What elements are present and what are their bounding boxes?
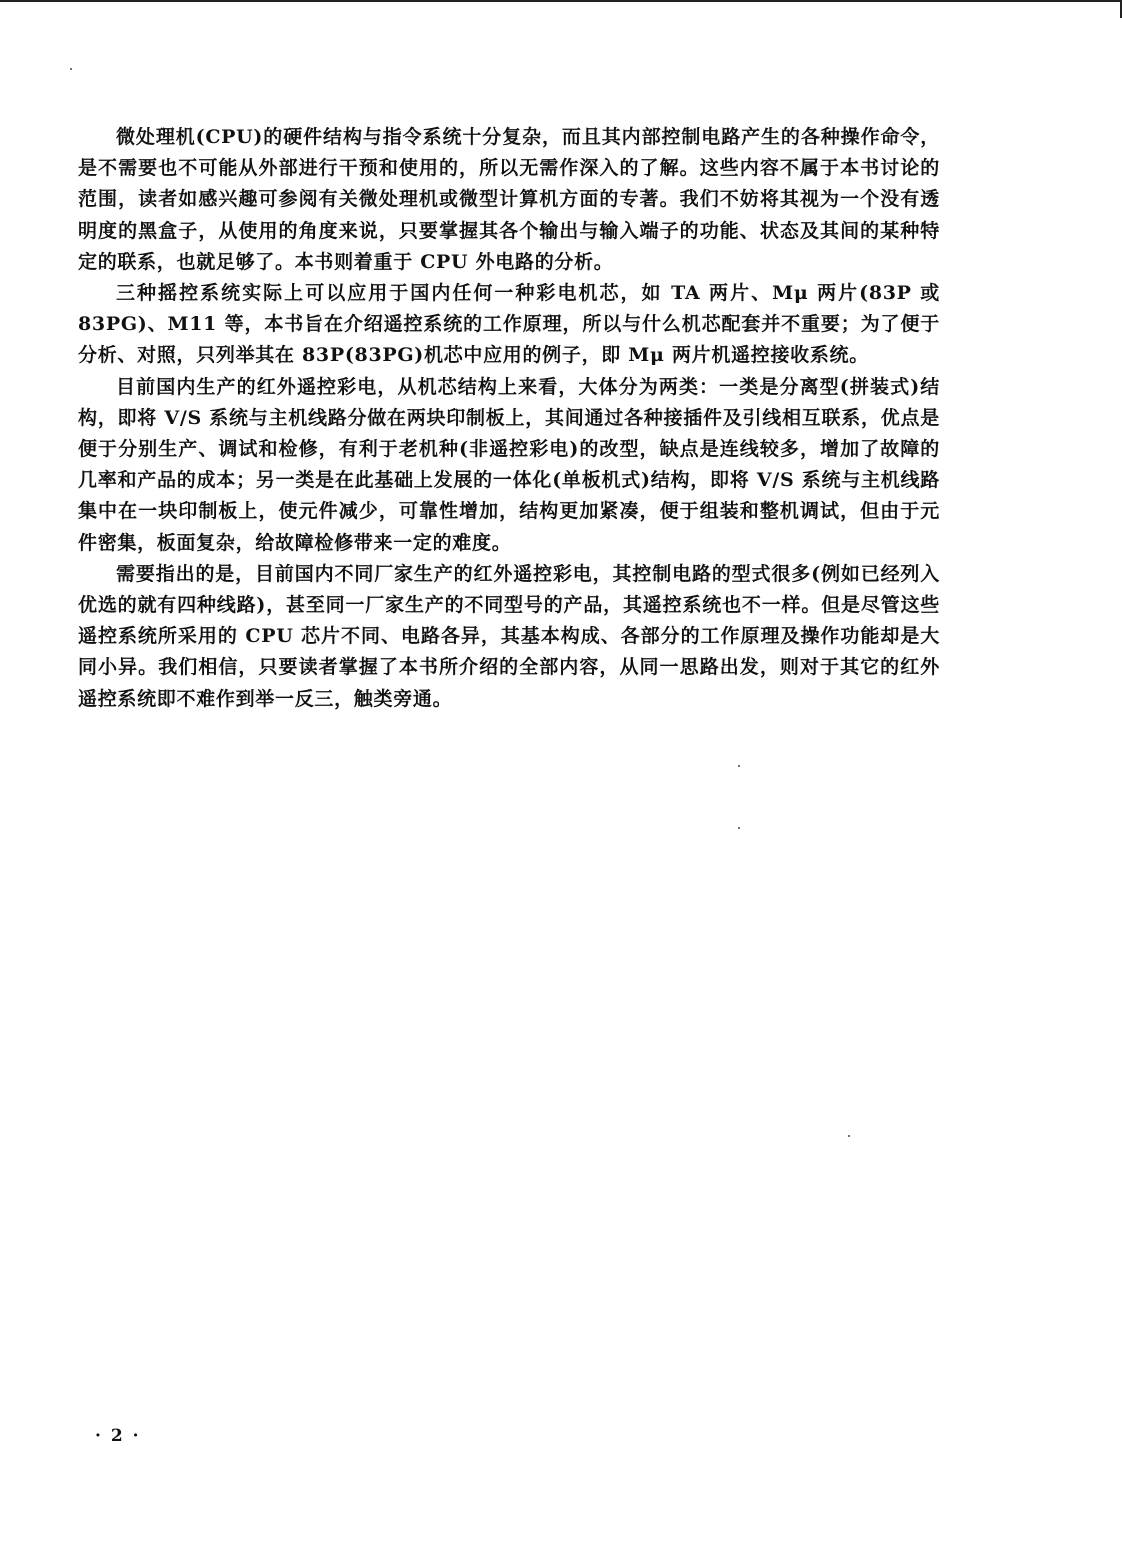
scan-speck	[738, 765, 740, 767]
scan-speck	[738, 827, 740, 829]
page-number: · 2 ·	[95, 1426, 141, 1446]
scan-speck	[70, 68, 72, 70]
paragraph-structure-types: 目前国内生产的红外遥控彩电，从机芯结构上来看，大体分为两类：一类是分离型(拼装式)结构，即将 V/S 系统与主机线路分做在两块印制板上，其间通过各种接插件及引线相互联系，优点是便于分别生产、调试和检修，有利于老机种(非遥控彩电)的改型，缺点是连线较多，增加了故障的几率和产品的成本；另一类是在此基础上发展的一体化(单板机式)结构，即将 V/S 系统与主机线路集中在一块印制板上，使元件减少，可靠性增加，结构更加紧凑，便于组装和整机调试，但由于元件密集，板面复杂，给故障检修带来一定的难度。	[78, 375, 940, 554]
paragraph-chassis-application: 三种摇控系统实际上可以应用于国内任何一种彩电机芯，如 TA 两片、Mμ 两片(83P 或 83PG)、M11 等，本书旨在介绍遥控系统的工作原理，所以与什么机芯配套并不重要；为了便于分析、对照，只列举其在 83P(83PG)机芯中应用的例子，即 Mμ 两片机遥控接收系统。	[78, 282, 940, 367]
body-text	[78, 122, 940, 715]
paragraph-control-variants: 需要指出的是，目前国内不同厂家生产的红外遥控彩电，其控制电路的型式很多(例如已经列入优选的就有四种线路)，甚至同一厂家生产的不同型号的产品，其遥控系统也不一样。但是尽管这些遥控系统所采用的 CPU 芯片不同、电路各异，其基本构成、各部分的工作原理及操作功能却是大同小异。我们相信，只要读者掌握了本书所介绍的全部内容，从同一思路出发，则对于其它的红外遥控系统即不难作到举一反三，触类旁通。	[78, 562, 940, 710]
paragraph-cpu-overview: 微处理机(CPU)的硬件结构与指令系统十分复杂，而且其内部控制电路产生的各种操作命令，是不需要也不可能从外部进行干预和使用的，所以无需作深入的了解。这些内容不属于本书讨论的范围，读者如感兴趣可参阅有关微处理机或微型计算机方面的专著。我们不妨将其视为一个没有透明度的黑盒子，从使用的角度来说，只要掌握其各个输出与输入端子的功能、状态及其间的某种特定的联系，也就足够了。本书则着重于 CPU 外电路的分析。	[78, 126, 940, 273]
scan-speck	[848, 1135, 850, 1137]
scan-border-top	[0, 0, 1122, 2]
